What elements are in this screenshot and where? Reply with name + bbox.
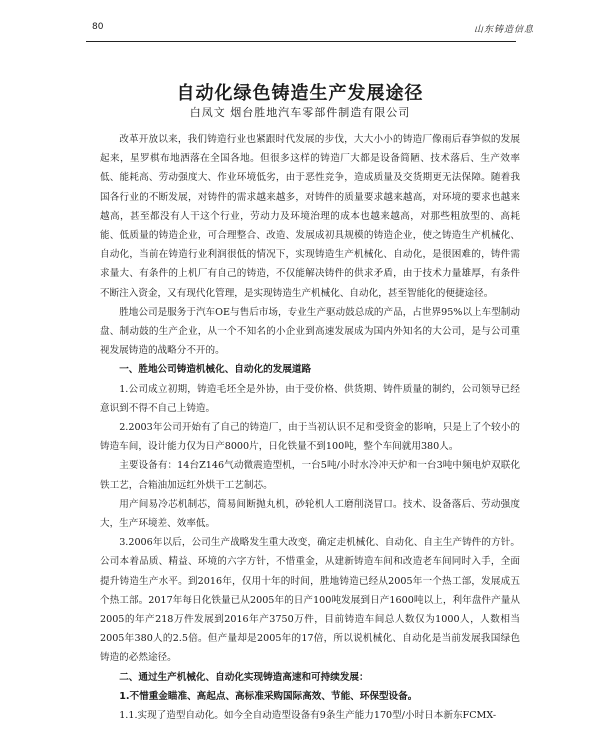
intro-paragraph-2: 胜地公司是服务于汽车OE与售后市场，专业生产驱动鼓总成的产品，占世界95%以上车型制动盘、制动鼓的生产企业，从一个不知名的小企业到高速发展成为国内外知名的大公司，是与公司重视发展铸造的战略分不开的。	[100, 306, 520, 357]
section-1-paragraph-2: 2.2003年公司开始有了自己的铸造厂，由于当初认识不足和受资金的影响，只是上了个较小的铸造车间，设计能力仅为日产8000片，日化铁量不到100吨，整个车间就用380人。	[100, 422, 520, 453]
section-1-paragraph-1: 1.公司成立初期，铸造毛坯全是外协，由于受价格、供货期、铸件质量的制约，公司领导已经意识到不得不自己上铸造。	[100, 383, 520, 414]
section-1-paragraph-5: 3.2006年以后，公司生产战略发生重大改变，确定走机械化、自动化、自主生产铸件的方针。公司本着品质、精益、环境的六字方针，不惜重金，从建新铸造车间和改造老车间同时入手，全面提升铸造生产水平。到2016年，仅用十年的时间，胜地铸造已经从2005年一个热工部，发展成五个热工部。2017年每日化铁量已从2005年的日产100吨发展到日产1600吨以上，利年盘件产量从2005的年产218万件发展到2016年产3750万件，目前铸造车间总人数仅为1000人，人数相当2005年380人的2.5倍。但产量却是2005年的17倍，所以说机械化、自动化是当前发展我国绿色铸造的必然途径。	[100, 537, 520, 664]
section-2-heading: 二、通过生产机械化、自动化实现铸造高速和可持续发展：	[119, 671, 369, 683]
section-2-paragraph-1: 1.1.实现了造型自动化。如今全自动造型设备有9条生产能力170型/小时日本新东FCMX-	[119, 710, 497, 722]
author-line: 白凤文 烟台胜地汽车零部件制造有限公司	[189, 106, 411, 119]
article-body	[100, 130, 520, 725]
page-header	[0, 22, 600, 38]
section-2-subheading: 1.不惜重金瞄准、高起点、高标准采购国际高效、节能、环保型设备。	[119, 690, 418, 702]
section-1-paragraph-3: 主要设备有：14台Z146气动微震造型机，一台5吨/小时水冷冲天炉和一台3吨中频电炉双联化铁工艺，合箱油加远红外烘干工艺制芯。	[100, 460, 520, 491]
journal-name: 山东铸造信息	[473, 25, 534, 35]
article-title: 自动化绿色铸造生产发展途径	[176, 83, 424, 104]
section-1-heading: 一、胜地公司铸造机械化、自动化的发展道路	[119, 364, 312, 376]
section-1-paragraph-4: 用产间易冷芯机制芯，简易间断抛丸机，砂轮机人工磨削浇冒口。技术、设备落后、劳动强度大，生产环境差、效率低。	[100, 498, 520, 530]
page-number: 80	[92, 22, 104, 32]
header-rule	[86, 41, 516, 42]
intro-paragraph-1: 改革开放以来，我们铸造行业也紧跟时代发展的步伐，大大小小的铸造厂像雨后春笋似的发展起来，星罗棋布地洒落在全国各地。但很多这样的铸造厂大都是设备简陋、技术落后、生产效率低、能耗高、劳动强度大、作业环境低劣，由于恶性竞争，造成质量及交货期更无法保障。随着我国各行业的不断发展，对铸件的需求越来越多，对铸件的质量要求越来越高，对环境的要求也越来越高，甚至都没有人干这个行业，劳动力及环境治理的成本也越来越高，对那些粗放型的、高耗能、低质量的铸造企业，可合理整合、改造、发展成初具规模的铸造企业，使之铸造生产机械化、自动化，当前在铸造行业利润很低的情况下，实现铸造生产机械化、自动化，是很困难的，铸件需求量大、有条件的上机厂有自己的铸造，不仅能解决铸件的供求矛盾，由于技术力量雄厚，有条件不断注入资金，又有现代化管理，是实现铸造生产机械化、自动化，甚至智能化的便捷途径。	[100, 134, 520, 299]
